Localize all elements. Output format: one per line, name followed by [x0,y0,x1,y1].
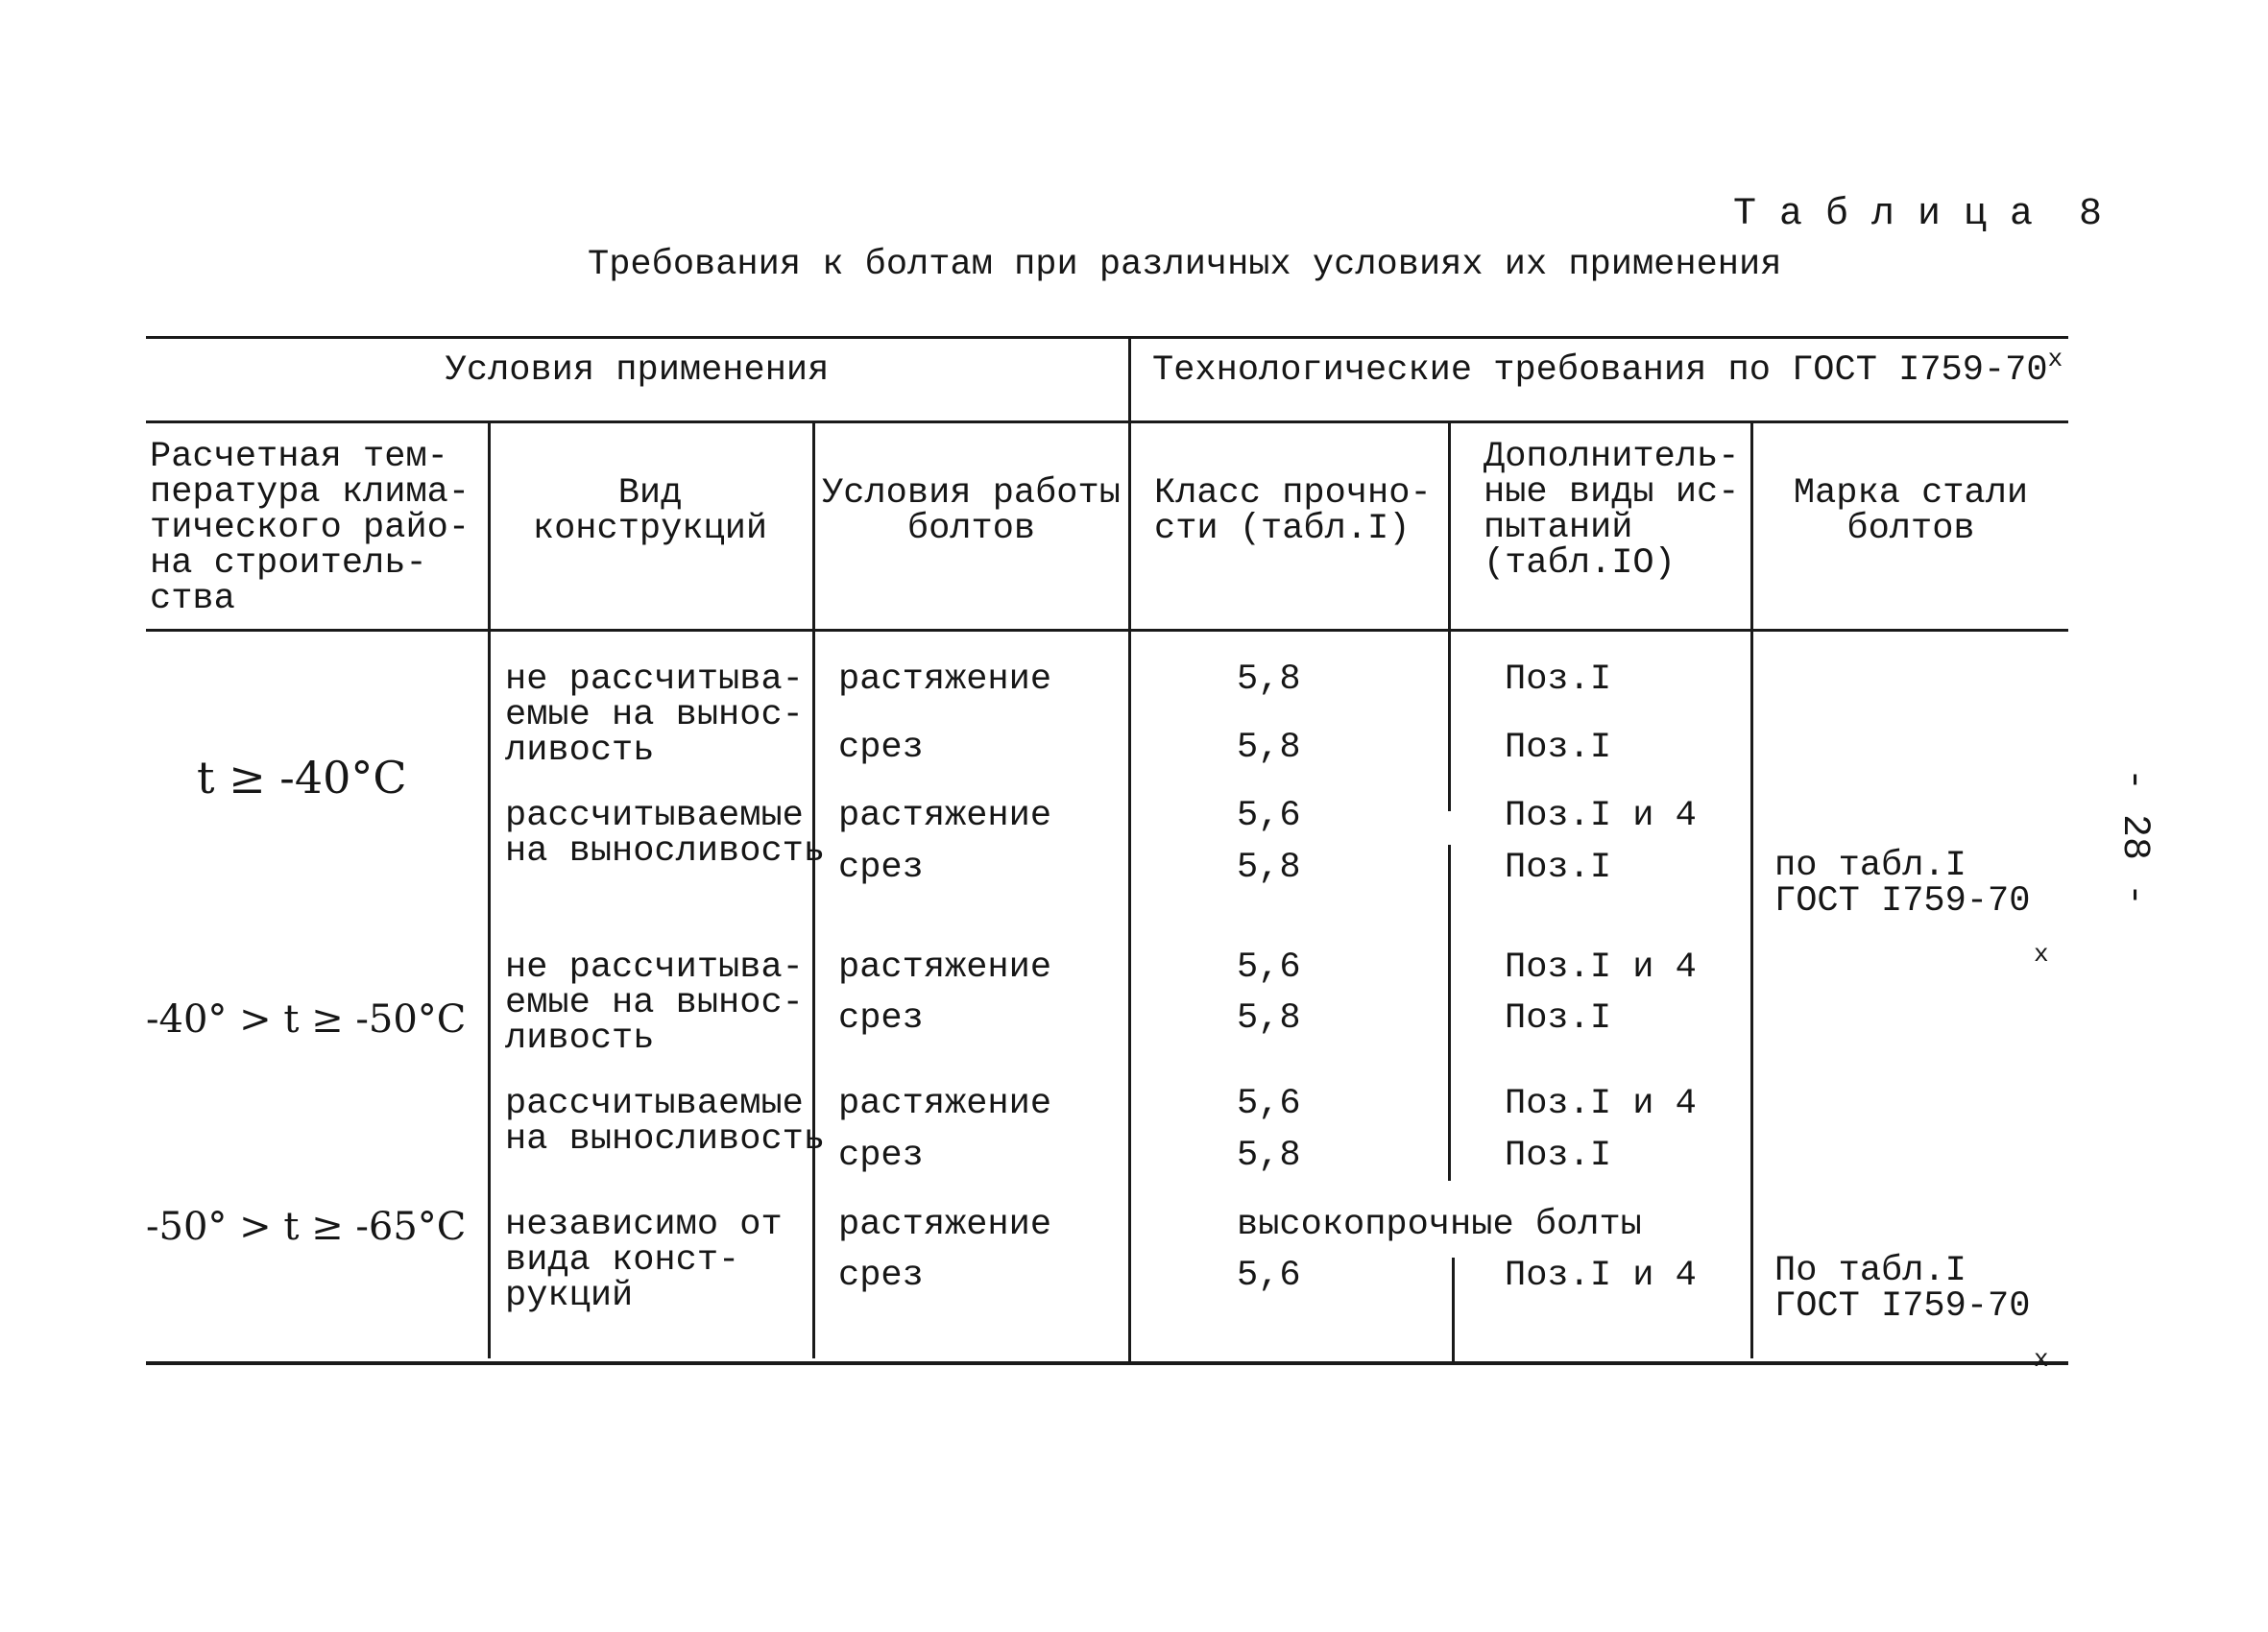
work-condition-cell: срез [838,998,924,1039]
col-header-construction: Вид конструкций [532,473,768,549]
divider-class-tests-2 [1448,845,1451,1181]
steel-grade-cell [1774,1251,2049,1374]
steel-grade-sup: x [2034,940,2049,969]
table-title: Требования к болтам при различных условиях их применения [588,245,1782,285]
tests-cell: Поз.I и 4 [1505,1084,1697,1124]
class-cell: 5,8 [1237,660,1301,700]
temperature-zone-3: -50° > t ≥ -65°C [146,1205,467,1249]
work-condition-cell: срез [838,1136,924,1176]
temperature-zone-1: t ≥ -40°C [197,752,407,804]
divider-construction-work [812,422,815,1358]
steel-grade-cell [1774,846,2049,969]
class-cell: 5,8 [1237,998,1301,1039]
class-cell: 5,8 [1237,728,1301,768]
steel-grade-sup: x [2034,1345,2049,1374]
class-cell: 5,6 [1237,948,1301,988]
class-cell: 5,6 [1237,796,1301,836]
header-group-requirements-text: Технологические требования по ГОСТ I759-70 [1152,350,2048,391]
tests-cell: Поз.I [1505,728,1612,768]
class-cell: 5,8 [1237,848,1301,888]
page-number: - 28 - [2112,768,2156,907]
tests-cell: Поз.I и 4 [1505,948,1697,988]
work-condition-cell: срез [838,1256,924,1296]
col-header-tests: Дополнитель- ные виды ис- пытаний (табл.IO) [1484,437,1740,584]
construction-cell: рассчитываемые на выносливость [505,1084,826,1160]
col-header-temperature: Расчетная тем- пература клима- тического райо- на строитель- ства [150,437,470,619]
work-condition-cell: срез [838,848,924,888]
work-condition-cell: растяжение [838,1084,1052,1124]
work-condition-cell: растяжение [838,1205,1052,1245]
class-cell: 5,6 [1237,1256,1301,1296]
divider-conditions-requirements [1128,336,1131,1361]
construction-cell: не рассчитыва- емые на вынос- ливость [505,660,804,771]
rule-bottom [146,1361,2068,1365]
header-group-conditions: Условия применения [445,350,830,391]
temperature-zone-2: -40° > t ≥ -50°C [146,997,467,1042]
work-condition-cell: растяжение [838,796,1052,836]
divider-class-tests-3 [1452,1258,1455,1361]
class-cell: 5,6 [1237,1084,1301,1124]
construction-cell: независимо от вида конст- рукций [505,1205,783,1316]
tests-cell: Поз.I [1505,1136,1612,1176]
class-tests-merged-cell: высокопрочные болты [1237,1205,1642,1245]
header-group-requirements-sup: x [2047,345,2063,373]
col-header-class: Класс прочно- сти (табл.I) [1154,473,1432,549]
rule-header-group [146,420,2068,423]
tests-cell: Поз.I [1505,848,1612,888]
rule-top [146,336,2068,339]
steel-grade-text: по табл.I ГОСТ I759-70 [1774,846,2031,922]
divider-tests-steel [1750,422,1753,1358]
construction-cell: рассчитываемые на выносливость [505,796,826,872]
work-condition-cell: растяжение [838,948,1052,988]
tests-cell: Поз.I [1505,660,1612,700]
rule-header-bottom [146,629,2068,632]
col-header-steel: Марка стали болтов [1793,473,2029,549]
tests-cell: Поз.I [1505,998,1612,1039]
construction-cell: не рассчитыва- емые на вынос- ливость [505,948,804,1059]
divider-class-tests-1 [1448,422,1451,811]
work-condition-cell: растяжение [838,660,1052,700]
header-group-requirements [1152,345,2063,391]
steel-grade-text: По табл.I ГОСТ I759-70 [1774,1251,2031,1327]
tests-cell: Поз.I и 4 [1505,1256,1697,1296]
tests-cell: Поз.I и 4 [1505,796,1697,836]
divider-temp-construction [488,422,491,1358]
col-header-work: Условия работы болтов [822,473,1121,549]
table-label: Т а б л и ц а 8 [1733,193,2103,236]
class-cell: 5,8 [1237,1136,1301,1176]
work-condition-cell: срез [838,728,924,768]
